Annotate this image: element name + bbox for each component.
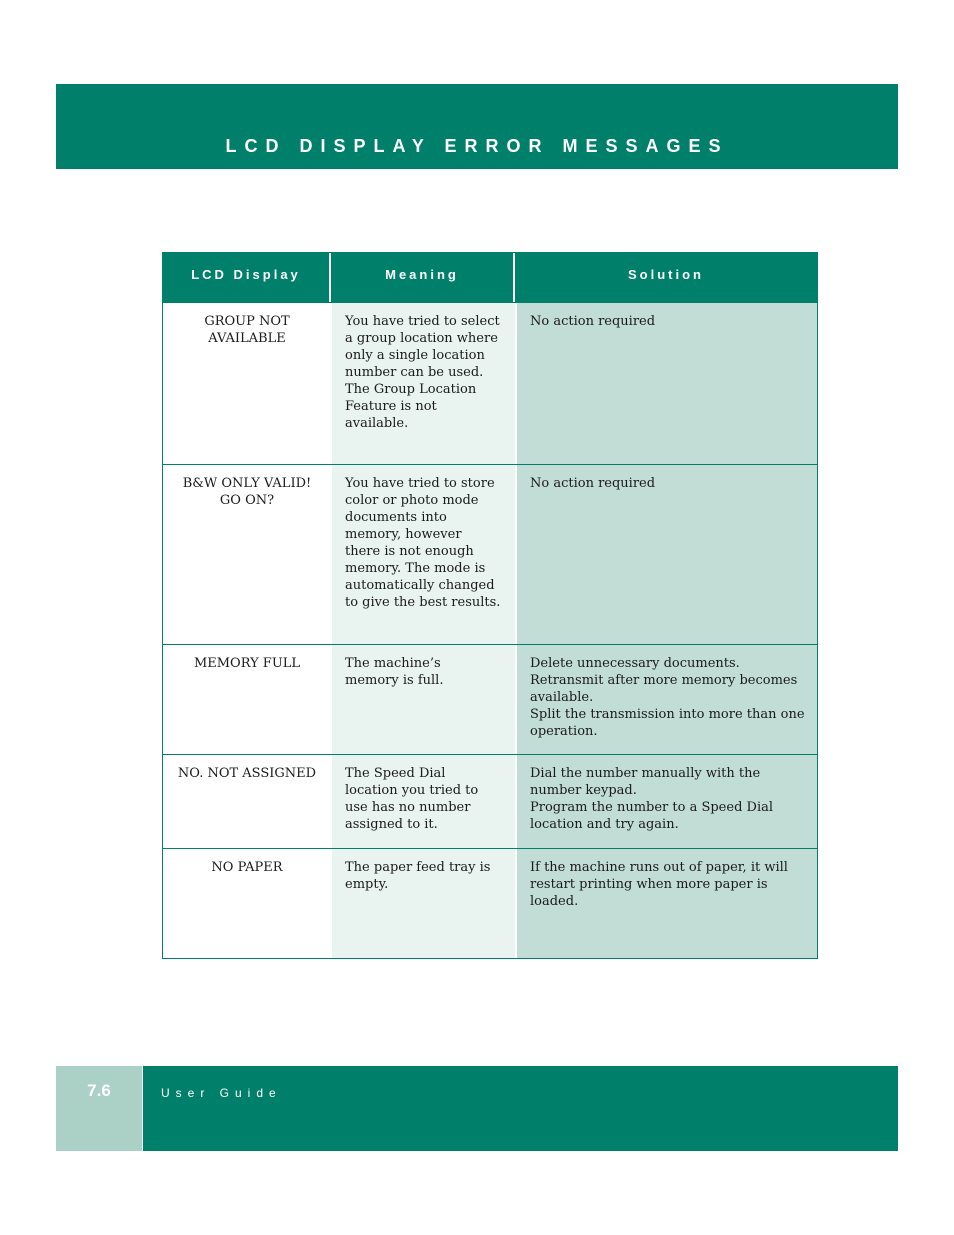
solution-cell [515, 645, 817, 754]
footer-band [143, 1066, 898, 1151]
cell-line: NO. NOT ASSIGNED [177, 766, 317, 781]
cell-line: MEMORY FULL [193, 656, 301, 671]
cell-line: GROUP NOT [204, 314, 290, 329]
column-header-meaning: Meaning [331, 253, 515, 302]
cell-line: available. [530, 690, 594, 705]
solution-cell [515, 849, 817, 958]
cell-line: restart printing when more paper is [530, 877, 768, 892]
cell-line: The paper feed tray is [345, 860, 491, 875]
cell-line: automatically changed [345, 578, 495, 593]
lcd-display-cell [163, 303, 331, 464]
cell-line: If the machine runs out of paper, it will [530, 860, 788, 875]
cell-line: empty. [345, 877, 389, 892]
cell-line: You have tried to select [345, 314, 500, 329]
cell-line: B&W ONLY VALID! [182, 476, 312, 491]
page-number: 7.6 [87, 1081, 111, 1100]
cell-line: The machine’s [345, 656, 441, 671]
table-row [163, 302, 817, 464]
meaning-cell [331, 465, 515, 644]
cell-line: memory, however [345, 527, 462, 542]
solution-cell [515, 755, 817, 848]
cell-line: You have tried to store [345, 476, 495, 491]
cell-line: a group location where [345, 331, 498, 346]
column-header-solution: Solution [628, 267, 704, 282]
cell-line: only a single location [345, 348, 485, 363]
cell-line: NO PAPER [211, 860, 283, 875]
cell-line: there is not enough [345, 544, 474, 559]
lcd-display-cell [163, 645, 331, 754]
cell-line: AVAILABLE [208, 331, 286, 346]
cell-line: location you tried to [345, 783, 479, 798]
meaning-cell [331, 645, 515, 754]
meaning-cell [331, 849, 515, 958]
cell-line: memory is full. [345, 673, 444, 688]
cell-line: The Group Location [345, 382, 477, 397]
lcd-display-cell [163, 755, 331, 848]
page-number-box [56, 1066, 142, 1151]
cell-line: color or photo mode [345, 493, 479, 508]
lcd-display-cell [163, 465, 331, 644]
cell-line: No action required [530, 476, 656, 491]
footer-label: User Guide [161, 1086, 282, 1100]
meaning-cell [331, 755, 515, 848]
solution-cell [515, 465, 817, 644]
cell-line: Delete unnecessary documents. [530, 656, 740, 671]
header-band [56, 84, 898, 169]
cell-line: operation. [530, 724, 598, 739]
cell-line: use has no number [345, 800, 471, 815]
cell-line: number keypad. [530, 783, 637, 798]
cell-line: No action required [530, 314, 656, 329]
cell-line: number can be used. [345, 365, 484, 380]
cell-line: memory. The mode is [345, 561, 486, 576]
cell-line: documents into [345, 510, 447, 525]
table-header [163, 253, 817, 302]
cell-line: assigned to it. [345, 817, 438, 832]
cell-line: Feature is not [345, 399, 437, 414]
cell-line: Split the transmission into more than one [530, 707, 805, 722]
cell-line: Dial the number manually with the [530, 766, 761, 781]
table-row [163, 644, 817, 754]
table-row [163, 848, 817, 958]
page-title: LCD DISPLAY ERROR MESSAGES [225, 136, 729, 156]
meaning-cell [331, 303, 515, 464]
cell-line: GO ON? [219, 493, 275, 508]
error-messages-table [162, 252, 818, 959]
solution-cell [515, 303, 817, 464]
cell-line: to give the best results. [345, 595, 501, 610]
cell-line: loaded. [530, 894, 579, 909]
cell-line: Program the number to a Speed Dial [530, 800, 774, 815]
table-row [163, 464, 817, 644]
cell-line: The Speed Dial [345, 766, 446, 781]
table-row [163, 754, 817, 848]
cell-line: location and try again. [530, 817, 679, 832]
cell-line: Retransmit after more memory becomes [530, 673, 798, 688]
lcd-display-cell [163, 849, 331, 958]
cell-line: available. [345, 416, 409, 431]
column-header-lcd-display: LCD Display [163, 253, 331, 302]
